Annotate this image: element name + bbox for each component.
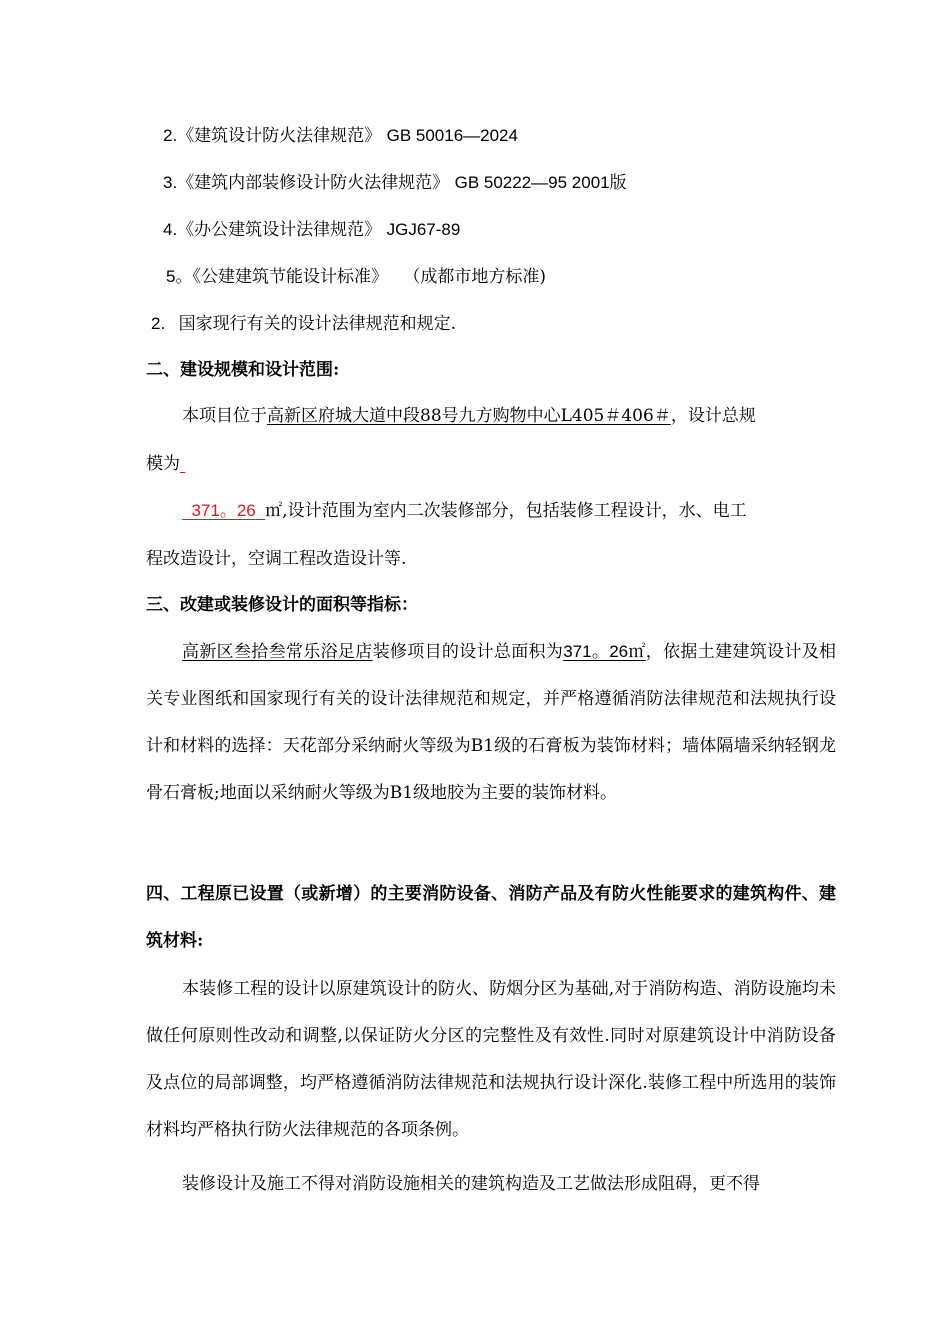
section2-area-line [182,499,747,523]
section4-paragraph-1: 本装修工程的设计以原建筑设计的防火、防烟分区为基础,对于消防构造、消防设施均未做任何原则性改动和调整,以保证防火分区的完整性及有效性.同时对原建筑设计中消防设备及点位的局部调整，均严格遵循消防法律规范和法规执行设计深化.装修工程中所选用的装饰材料均严格执行防火法律规范的各项条例。 [146,979,836,1140]
text-prefix: 本项目位于 [182,406,267,426]
list-number: 2. [151,314,166,333]
reference-number: 3. [163,173,178,192]
reference-title: 《建筑设计防火法律规范》 [177,126,382,146]
section2-paragraph-line4: 程改造设计，空调工程改造设计等. [146,549,407,569]
section2-paragraph-line1 [182,404,756,428]
text-mid: 装修项目的设计总面积为 [372,642,564,662]
section2-paragraph-line2 [146,452,194,476]
section3-paragraph [146,628,836,817]
section-heading-3: 三、改建或装修设计的面积等指标： [146,595,418,615]
reference-item-5 [166,265,546,289]
reference-item-2 [163,124,518,148]
text-suffix: ，设计总规 [670,406,756,426]
reference-code: JGJ67-89 [386,220,461,239]
reference-item-3 [163,171,627,195]
reference-title: 。《公建建筑节能设计标准》 [175,267,388,287]
reference-number: 2. [163,126,178,145]
reference-code: GB 50016—2024 [386,126,518,145]
section4-paragraph-2: 装修设计及施工不得对消防设施相关的建筑构造及工艺做法形成阻碍，更不得 [182,1174,760,1194]
reference-number: 4. [163,220,178,239]
section-heading-4: 四、工程原已设置（或新增）的主要消防设备、消防产品及有防火性能要求的建筑构件、建筑材料: [146,884,836,951]
reference-number: 5 [166,267,176,286]
list-item-2 [151,312,456,336]
blank-fill [180,452,194,476]
list-text: 国家现行有关的设计法律规范和规定. [178,314,456,334]
reference-title: 《办公建筑设计法律规范》 [177,220,382,240]
area-description: ㎡,设计范围为室内二次装修部分，包括装修工程设计，水、电工 [265,501,747,521]
reference-title: 《建筑内部装修设计防火法律规范》 [177,173,450,193]
reference-item-4 [163,218,460,242]
reference-suffix: 版 [609,173,627,193]
section-heading-2: 二、建设规模和设计范围: [146,360,340,380]
reference-note: （成都市地方标准) [403,267,547,287]
text-label: 模为 [146,454,180,474]
reference-code: GB 50222—95 2001 [454,173,610,192]
project-name: 高新区叁拾叁常乐浴足店 [182,642,373,662]
area-total: 371。26㎡ [563,642,646,661]
project-address: 高新区府城大道中段88号九方购物中心L405＃406＃ [267,406,671,426]
area-value: 371。26 [191,501,256,520]
text-rest: ，依据土建建筑设计及相关专业图纸和国家现行有关的设计法律规范和规定，并严格遵循消防法律规范和法规执行设计和材料的选择：天花部分采纳耐火等级为B1级的石膏板为装饰材料；墙体隔墙采纳轻钢龙骨石膏板;地面以采纳耐火等级为B1级地胶为主要的装饰材料。 [146,642,837,803]
